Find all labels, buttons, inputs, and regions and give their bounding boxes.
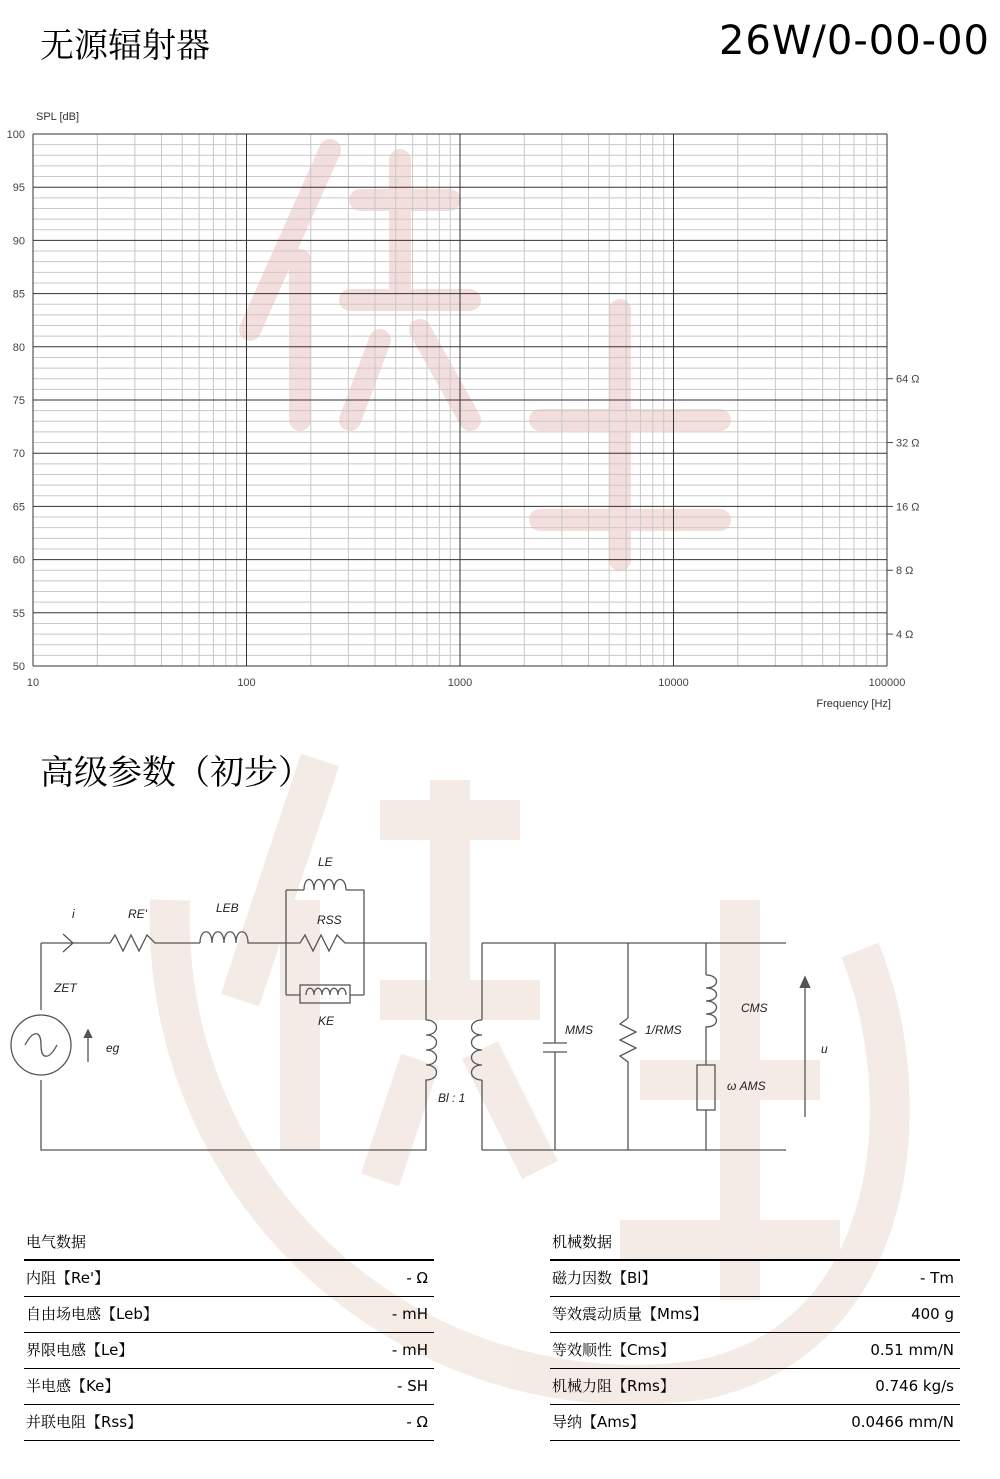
impedance-tick-label: 32 Ω (896, 437, 920, 450)
param-value: - Ω (406, 1269, 428, 1287)
electrical-data-table (24, 1225, 434, 1441)
table-row (550, 1297, 960, 1333)
mms-capacitor-symbol (543, 1043, 567, 1052)
param-label: 等效震动质量【Mms】 (552, 1305, 708, 1323)
equivalent-circuit-diagram (0, 840, 1000, 1170)
label-cms: CMS (741, 1001, 768, 1015)
table-row (550, 1333, 960, 1369)
param-value: - mH (391, 1341, 428, 1359)
param-label: 并联电阻【Rss】 (26, 1413, 143, 1431)
le-inductor-symbol (304, 880, 346, 891)
rms-resistor-symbol (620, 1018, 636, 1150)
x-tick-label: 100 (237, 677, 256, 689)
y-tick-label: 85 (12, 288, 25, 301)
page-title: 无源辐射器 (40, 26, 210, 66)
param-label: 机械力阻【Rms】 (552, 1377, 675, 1395)
x-axis-label: Frequency [Hz] (816, 698, 891, 710)
y-tick-label: 100 (6, 129, 25, 141)
label-rms: 1/RMS (645, 1023, 682, 1037)
x-tick-label: 1000 (447, 677, 473, 689)
y-tick-label: 50 (12, 661, 25, 673)
label-ke: KE (318, 1014, 335, 1028)
table-row (24, 1333, 434, 1369)
section-title: 高级参数（初步） (40, 753, 312, 793)
param-value: - SH (397, 1377, 428, 1395)
param-value: - mH (391, 1305, 428, 1323)
model-number: 26W/0-00-00 (718, 18, 990, 64)
mechanical-data-header: 机械数据 (550, 1225, 960, 1261)
y-tick-label: 90 (12, 235, 25, 248)
param-value: 400 g (911, 1305, 954, 1323)
y-tick-label: 75 (12, 395, 25, 407)
ke-inductor-symbol (306, 988, 346, 995)
param-label: 半电感【Ke】 (26, 1377, 120, 1395)
electrical-data-header: 电气数据 (24, 1225, 434, 1261)
y-tick-label: 65 (12, 501, 25, 514)
spl-chart (0, 100, 1000, 820)
label-ams: ω AMS (727, 1079, 766, 1093)
impedance-tick-label: 64 Ω (896, 373, 920, 386)
label-bl: Bl : 1 (438, 1091, 466, 1105)
rss-resistor-symbol (286, 935, 364, 951)
y-tick-label: 95 (12, 182, 25, 195)
label-rss: RSS (317, 913, 342, 927)
y-tick-label: 55 (12, 607, 25, 620)
table-row (24, 1369, 434, 1405)
impedance-tick-label: 16 Ω (896, 501, 920, 514)
y-tick-label: 70 (12, 448, 25, 461)
param-label: 磁力因数【Bl】 (552, 1269, 657, 1287)
re-resistor-symbol (110, 935, 200, 951)
param-value: - Tm (920, 1269, 954, 1287)
param-label: 等效顺性【Cms】 (552, 1341, 675, 1359)
table-row (24, 1261, 434, 1297)
impedance-tick-labels (887, 374, 920, 641)
label-eg: eg (106, 1041, 120, 1055)
y-tick-label: 60 (12, 554, 25, 567)
param-value: - Ω (406, 1413, 428, 1431)
impedance-tick-label: 4 Ω (896, 629, 914, 642)
x-tick-label: 100000 (868, 677, 906, 689)
label-re: RE' (128, 907, 147, 921)
table-row (24, 1297, 434, 1333)
param-value: 0.0466 mm/N (851, 1413, 954, 1431)
table-row (550, 1261, 960, 1297)
impedance-tick-label: 8 Ω (896, 565, 914, 578)
x-tick-label: 10000 (658, 677, 689, 689)
label-leb: LEB (216, 901, 239, 915)
y-axis-label: SPL [dB] (36, 111, 80, 123)
table-row (24, 1405, 434, 1441)
param-label: 自由场电感【Leb】 (26, 1305, 158, 1323)
param-value: 0.746 kg/s (875, 1377, 954, 1395)
param-label: 导纳【Ams】 (552, 1413, 645, 1431)
mechanical-data-table (550, 1225, 960, 1441)
param-label: 内阻【Re'】 (26, 1269, 110, 1287)
param-value: 0.51 mm/N (870, 1341, 954, 1359)
table-row (550, 1369, 960, 1405)
x-tick-label: 10 (26, 677, 40, 689)
label-mms: MMS (565, 1023, 593, 1037)
leb-inductor-symbol (200, 932, 286, 943)
transformer-primary-symbol (426, 1020, 437, 1110)
label-u: u (821, 1042, 828, 1056)
label-zet: ZET (54, 981, 77, 995)
cms-inductor-symbol (706, 975, 717, 1065)
param-label: 界限电感【Le】 (26, 1341, 134, 1359)
table-row (550, 1405, 960, 1441)
label-le: LE (318, 855, 333, 869)
label-i: i (72, 907, 75, 921)
y-tick-labels (7, 129, 25, 673)
y-tick-label: 80 (12, 341, 25, 354)
x-tick-labels (27, 677, 905, 689)
ams-element-symbol (697, 1065, 715, 1110)
transformer-secondary-symbol (472, 1020, 483, 1080)
